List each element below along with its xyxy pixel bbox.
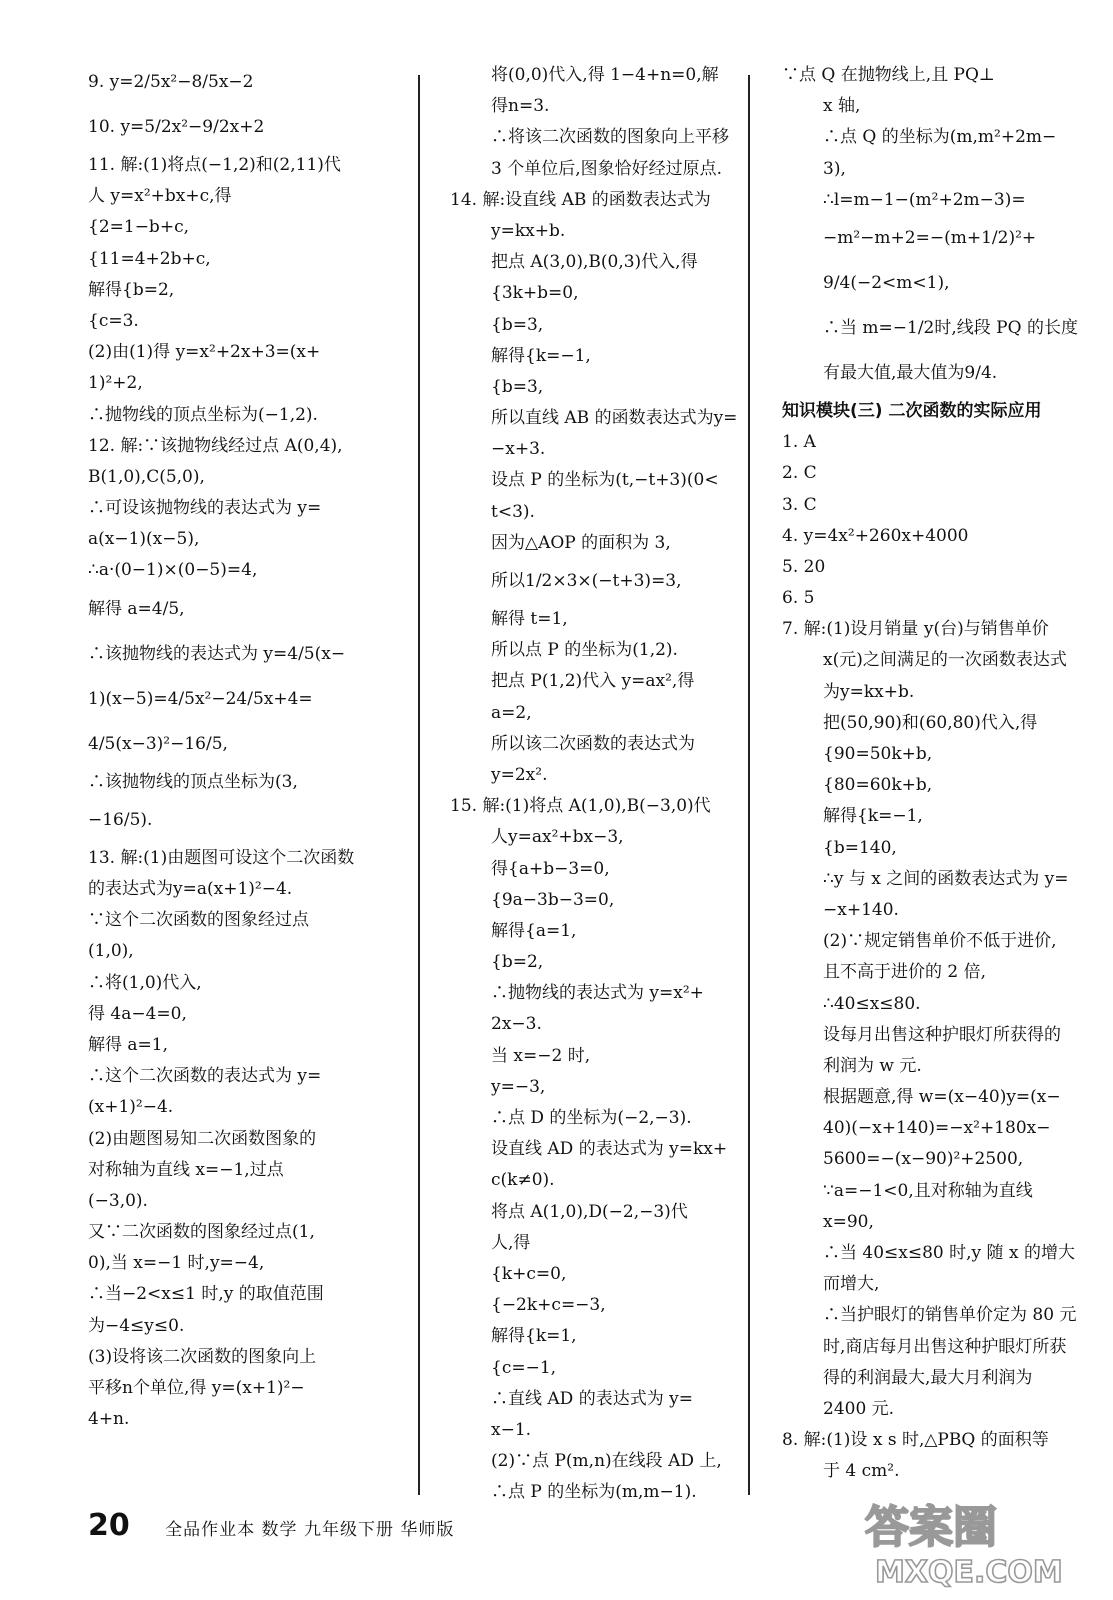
- answer-line: (x+1)²−4.: [88, 1097, 174, 1118]
- answer-line: {k+c=0,: [491, 1263, 567, 1284]
- answer-line: 3 个单位后,图象恰好经过原点.: [491, 158, 723, 179]
- answer-line: 解得{k=1,: [491, 1326, 577, 1347]
- answer-line: ∴当−2<x≤1 时,y 的取值范围: [88, 1284, 324, 1305]
- answer-line: 平移n个单位,得 y=(x+1)²−: [88, 1378, 305, 1398]
- answer-line: 为−4≤y≤0.: [88, 1315, 185, 1336]
- answer-line: c(k≠0).: [491, 1170, 555, 1191]
- answer-line: 解得 a=1,: [88, 1034, 169, 1055]
- answer-column-right: [782, 60, 1078, 1488]
- answer-line: 所以1/2×3×(−t+3)=3,: [491, 571, 682, 591]
- answer-line: 且不高于进价的 2 倍,: [823, 962, 987, 983]
- answer-line: 把(50,90)和(60,80)代入,得: [823, 712, 1038, 733]
- answer-line: 6. 5: [782, 588, 815, 609]
- answer-line: 所以直线 AB 的函数表达式为y=: [491, 408, 738, 429]
- answer-line: 解得 a=4/5,: [88, 598, 185, 619]
- answer-line: −m²−m+2=−(m+1/2)²+: [823, 227, 1037, 248]
- answer-line: ∴直线 AD 的表达式为 y=: [491, 1388, 693, 1409]
- answer-line: 时,商店每月出售这种护眼灯所获: [823, 1336, 1067, 1357]
- answer-line: x 轴,: [823, 96, 861, 117]
- answer-line: ∴可设该抛物线的表达式为 y=: [88, 498, 322, 519]
- answer-line: 40)(−x+140)=−x²+180x−: [823, 1118, 1051, 1139]
- answer-line: 人 y=x²+bx+c,得: [88, 186, 232, 207]
- answer-line: ∴抛物线的表达式为 y=x²+: [491, 983, 704, 1004]
- answer-line: {−2k+c=−3,: [491, 1295, 606, 1316]
- answer-line: 解得{k=−1,: [491, 345, 591, 366]
- answer-line: 解得 t=1,: [491, 609, 568, 629]
- answer-line: {c=−1,: [491, 1357, 557, 1378]
- answer-line: (1,0),: [88, 941, 134, 962]
- answer-line: 因为△AOP 的面积为 3,: [491, 532, 671, 553]
- answer-line: 1. A: [782, 432, 816, 453]
- answer-line: a=2,: [491, 702, 532, 723]
- answer-line: B(1,0),C(5,0),: [88, 466, 205, 487]
- answer-line: 11. 解:(1)将点(−1,2)和(2,11)代: [88, 155, 341, 175]
- answer-line: 3. C: [782, 494, 817, 515]
- answer-line: 得n=3.: [491, 96, 550, 117]
- answer-line: {90=50k+b,: [823, 744, 933, 764]
- answer-line: 解得{b=2,: [88, 279, 175, 300]
- answer-line: ∵这个二次函数的图象经过点: [88, 910, 309, 931]
- answer-line: 有最大值,最大值为9/4.: [823, 362, 998, 383]
- answer-line: 1)²+2,: [88, 373, 143, 394]
- answer-line: 4+n.: [88, 1409, 130, 1430]
- answer-line: (2)∵规定销售单价不低于进价,: [823, 931, 1057, 952]
- answer-line: 设直线 AD 的表达式为 y=kx+: [491, 1139, 728, 1160]
- answer-line: x(元)之间满足的一次函数表达式: [823, 650, 1067, 671]
- answer-line: 将点 A(1,0),D(−2,−3)代: [491, 1201, 688, 1222]
- answer-line: ∴y 与 x 之间的函数表达式为 y=: [823, 868, 1069, 889]
- answer-line: 得{a+b−3=0,: [491, 858, 610, 879]
- answer-line: 0),当 x=−1 时,y=−4,: [88, 1253, 265, 1274]
- answer-line: −x+3.: [491, 439, 546, 460]
- answer-line: 解得{k=−1,: [823, 806, 923, 827]
- answer-line: 2x−3.: [491, 1014, 542, 1035]
- answer-line: {9a−3b−3=0,: [491, 889, 615, 910]
- answer-line: {2=1−b+c,: [88, 217, 189, 238]
- answer-line: ∴将该二次函数的图象向上平移: [491, 127, 729, 148]
- answer-line: 所以点 P 的坐标为(1,2).: [491, 640, 678, 661]
- answer-line: −x+140.: [823, 899, 899, 920]
- answer-line: 于 4 cm².: [823, 1461, 900, 1482]
- answer-line: 7. 解:(1)设月销量 y(台)与销售单价: [782, 619, 1049, 640]
- answer-line: 得 4a−4=0,: [88, 1003, 187, 1024]
- answer-line: 把点 P(1,2)代入 y=ax²,得: [491, 671, 695, 692]
- answer-line: ∴点 Q 的坐标为(m,m²+2m−: [823, 127, 1057, 148]
- answer-line: {b=3,: [491, 376, 544, 397]
- answer-line: 的表达式为y=a(x+1)²−4.: [88, 879, 293, 899]
- answer-line: 得的利润最大,最大月利润为: [823, 1367, 1033, 1388]
- answer-line: (3)设将该二次函数的图象向上: [88, 1346, 317, 1367]
- answer-line: a(x−1)(x−5),: [88, 529, 200, 550]
- answer-line: 人y=ax²+bx−3,: [491, 827, 624, 848]
- answer-column-middle: [450, 60, 750, 1508]
- answer-line: 1)(x−5)=4/5x²−24/5x+4=: [88, 688, 313, 709]
- answer-line: 将(0,0)代入,得 1−4+n=0,解: [491, 65, 719, 85]
- answer-line: (2)∵点 P(m,n)在线段 AD 上,: [491, 1451, 722, 1472]
- answer-line: ∴l=m−1−(m²+2m−3)=: [823, 189, 1026, 210]
- answer-line: ∵a=−1<0,且对称轴为直线: [823, 1180, 1033, 1201]
- answer-line: ∴该抛物线的顶点坐标为(3,: [88, 771, 298, 792]
- answer-line: ∴点 P 的坐标为(m,m−1).: [491, 1482, 697, 1503]
- answer-line: 5. 20: [782, 556, 826, 577]
- answer-line: 2. C: [782, 463, 817, 484]
- answer-line: 当 x=−2 时,: [491, 1045, 591, 1066]
- section-heading: 知识模块(三) 二次函数的实际应用: [782, 400, 1042, 421]
- answer-line: t<3).: [491, 501, 535, 522]
- answer-line: (−3,0).: [88, 1190, 148, 1211]
- answer-line: ∵点 Q 在抛物线上,且 PQ⊥: [782, 65, 995, 85]
- answer-line: −16/5).: [88, 809, 153, 830]
- answer-line: 把点 A(3,0),B(0,3)代入,得: [491, 252, 698, 273]
- answer-line: ∴当护眼灯的销售单价定为 80 元: [823, 1305, 1077, 1326]
- answer-line: 14. 解:设直线 AB 的函数表达式为: [450, 189, 711, 210]
- answer-line: {3k+b=0,: [491, 283, 579, 304]
- column-rule-1: [418, 75, 420, 1495]
- answer-line: {80=60k+b,: [823, 775, 933, 796]
- answer-line: 15. 解:(1)将点 A(1,0),B(−3,0)代: [450, 796, 711, 817]
- answer-line: ∴该抛物线的表达式为 y=4/5(x−: [88, 643, 346, 664]
- answer-line: y=−3,: [491, 1076, 546, 1097]
- answer-line: 13. 解:(1)由题图可设这个二次函数: [88, 847, 355, 868]
- answer-line: 3),: [823, 158, 846, 179]
- answer-line: (2)由题图易知二次函数图象的: [88, 1128, 317, 1149]
- answer-line: 8. 解:(1)设 x s 时,△PBQ 的面积等: [782, 1430, 1049, 1451]
- answer-line: 所以该二次函数的表达式为: [491, 733, 695, 754]
- answer-line: y=2x².: [491, 764, 548, 785]
- answer-line: {b=140,: [823, 837, 897, 858]
- answer-line: 10. y=5/2x²−9/2x+2: [88, 117, 265, 137]
- page-footer: [88, 1508, 454, 1543]
- answer-line: 设每月出售这种护眼灯所获得的: [823, 1024, 1061, 1045]
- answer-line: 解得{a=1,: [491, 920, 577, 941]
- answer-line: y=kx+b.: [491, 220, 566, 241]
- answer-line: ∴抛物线的顶点坐标为(−1,2).: [88, 404, 318, 425]
- answer-line: ∴当 40≤x≤80 时,y 随 x 的增大: [823, 1243, 1075, 1263]
- answer-line: 为y=kx+b.: [823, 681, 915, 702]
- answer-line: (2)由(1)得 y=x²+2x+3=(x+: [88, 342, 321, 363]
- answer-line: 4/5(x−3)²−16/5,: [88, 733, 228, 754]
- page-number: 20: [88, 1508, 130, 1543]
- answer-line: ∴这个二次函数的表达式为 y=: [88, 1066, 322, 1087]
- answer-line: 而增大,: [823, 1274, 880, 1295]
- answer-line: ∴a·(0−1)×(0−5)=4,: [88, 560, 258, 581]
- answer-line: 又∵二次函数的图象经过点(1,: [88, 1222, 315, 1243]
- answer-line: 2400 元.: [823, 1398, 895, 1419]
- answer-line: 对称轴为直线 x=−1,过点: [88, 1159, 284, 1180]
- svg-text:MXQE.COM: MXQE.COM: [875, 1555, 1063, 1590]
- answer-line: ∴点 D 的坐标为(−2,−3).: [491, 1108, 692, 1128]
- svg-text:答案圈: 答案圈: [865, 1502, 997, 1553]
- answer-line: {11=4+2b+c,: [88, 248, 211, 269]
- answer-line: 5600=−(x−90)²+2500,: [823, 1149, 1024, 1170]
- answer-line: 9. y=2/5x²−8/5x−2: [88, 72, 254, 92]
- book-info: 全品作业本 数学 九年级下册 华师版: [165, 1520, 455, 1540]
- answer-line: {b=3,: [491, 314, 544, 335]
- answer-column-left: [88, 60, 408, 1435]
- watermark-logo: [855, 1490, 1095, 1590]
- answer-line: 12. 解:∵该抛物线经过点 A(0,4),: [88, 435, 343, 456]
- answer-line: 人,得: [491, 1232, 531, 1253]
- answer-line: x−1.: [491, 1419, 532, 1440]
- answer-line: x=90,: [823, 1211, 874, 1232]
- answer-line: 根据题意,得 w=(x−40)y=(x−: [823, 1087, 1061, 1108]
- answer-line: ∴40≤x≤80.: [823, 993, 921, 1014]
- answer-line: 4. y=4x²+260x+4000: [782, 525, 969, 546]
- answer-line: ∴当 m=−1/2时,线段 PQ 的长度: [823, 317, 1078, 338]
- answer-line: ∴将(1,0)代入,: [88, 972, 202, 993]
- answer-line: {c=3.: [88, 310, 139, 331]
- answer-line: 设点 P 的坐标为(t,−t+3)(0<: [491, 470, 719, 491]
- answer-line: 利润为 w 元.: [823, 1055, 922, 1076]
- answer-line: {b=2,: [491, 952, 544, 973]
- answer-line: 9/4(−2<m<1),: [823, 272, 950, 293]
